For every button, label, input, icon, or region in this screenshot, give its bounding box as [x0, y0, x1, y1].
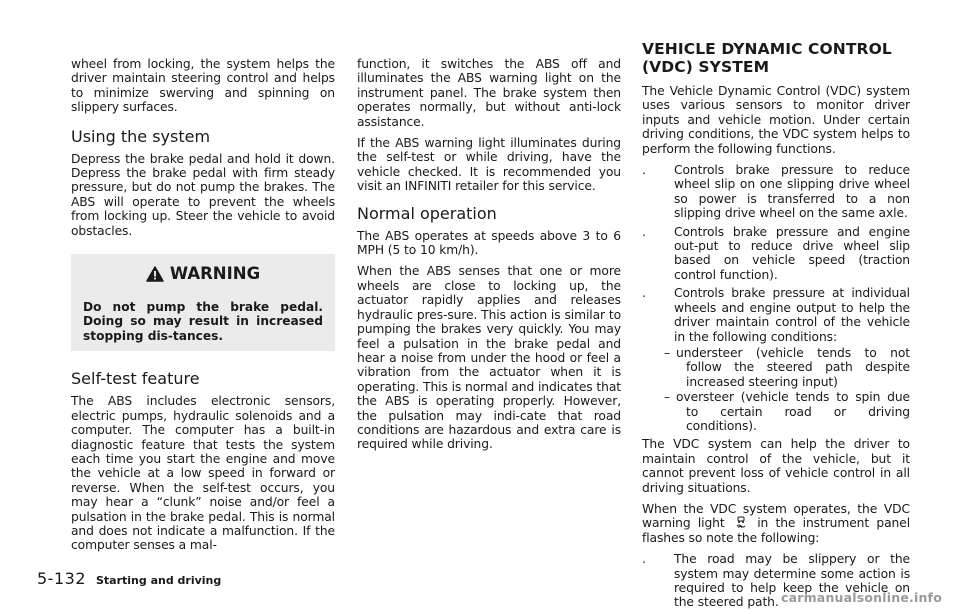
paragraph-self-test: The ABS includes electronic sensors, electric pumps, hydraulic solenoids and a computer. The computer has a built-in diagnostic feature that tests the system each time you start the engine and move the vehicle at a low speed in forward or reverse. When the self-test occurs, you may hear a “clunk” noise and/or feel a pulsation in the brake pedal. This is normal and does not indicate a malfunction. If the computer senses a mal- [71, 394, 335, 553]
list-item [642, 225, 910, 283]
paragraph-abs-senses: When the ABS senses that one or more wheels are close to locking up, the actuator rapidly applies and releases hydraulic pres-sure. This action is similar to pumping the brakes very quickly. You may feel a pulsation in the brake pedal and hear a noise from under the hood or feel a vibration from the actuator when it is operating. This is normal and indicates that the ABS is operating properly. However, the pulsation may indi-cate that road conditions are hazardous and extra care is required while driving. [357, 264, 621, 452]
section-title-line-2: (VDC) SYSTEM [642, 58, 770, 76]
paragraph-part-a: When the VDC system operates, the VDC warning light [642, 501, 910, 531]
list-item-text: Controls brake pressure to reduce wheel slip on one slipping drive wheel so power is transferred to a non slipping drive wheel on the same axle. [674, 163, 910, 221]
list-item-text: Controls brake pressure at individual wheels and engine output to help the driver maintain control of the vehicle in the following conditions: [674, 286, 910, 344]
column-2 [357, 57, 621, 459]
paragraph-vdc-limits: The VDC system can help the driver to maintain control of the vehicle, but it cannot prevent loss of vehicle control in all driving situations. [642, 437, 910, 495]
warning-triangle-icon [146, 266, 164, 282]
bullet-mark: . [642, 224, 646, 239]
paragraph-using-the-system: Depress the brake pedal and hold it down. Depress the brake pedal with firm steady pressure, but do not pump the brakes. The ABS will operate to prevent the wheels from locking up. Steer the vehicle to avoid obstacles. [71, 151, 335, 238]
paragraph-part-b: in the instrument panel flashes so note the following: [642, 516, 911, 545]
list-item-text: understeer (vehicle tends to not follow the steered path despite increased steering input) [676, 345, 910, 389]
list-item-text: Controls brake pressure and engine out-put to reduce drive wheel slip based on vehicle speed (traction control function). [674, 224, 910, 282]
bullet-mark: . [642, 163, 646, 178]
heading-using-the-system: Using the system [71, 126, 211, 146]
paragraph-abs-function: function, it switches the ABS off and illuminates the ABS warning light on the instrument panel. The brake system then operates normally, but without anti-lock assistance. [357, 57, 621, 129]
list-item [664, 390, 910, 433]
list-item [664, 346, 910, 389]
paragraph-abs-speeds: The ABS operates at speeds above 3 to 6 MPH (5 to 10 km/h). [357, 228, 621, 258]
warning-text: Do not pump the brake pedal. Doing so may result in increased stopping dis-tances. [83, 300, 323, 343]
paragraph-abs-intro: wheel from locking, the system helps the driver maintain steering control and helps to minimize swerving and spinning on slippery surfaces. [71, 57, 335, 115]
page-footer [37, 569, 221, 588]
bullet-mark: . [642, 552, 646, 567]
page-number: 5-132 [37, 569, 86, 588]
warning-title: WARNING [169, 264, 261, 284]
list-item [642, 286, 910, 433]
paragraph-vdc-intro: The Vehicle Dynamic Control (VDC) system uses various sensors to monitor driver inputs and vehicle motion. Under certain driving conditions, the VDC system helps to perform the following functions. [642, 84, 910, 156]
footer-section-name: Starting and driving [96, 574, 222, 587]
bullet-mark: . [642, 286, 646, 301]
dash-mark: – [664, 390, 671, 405]
list-item-text: The road may be slippery or the system may determine some action is required to help keep the vehicle on the steered path. [674, 552, 910, 610]
section-title-line-1: VEHICLE DYNAMIC CONTROL [642, 40, 892, 58]
list-item-text: oversteer (vehicle tends to spin due to certain road or driving conditions). [676, 390, 910, 433]
heading-normal-operation: Normal operation [357, 203, 497, 223]
warning-header [83, 264, 323, 284]
condition-list [664, 346, 910, 433]
paragraph-vdc-warning-light [642, 502, 910, 545]
vdc-warning-light-icon [734, 516, 748, 528]
column-1 [71, 57, 335, 560]
column-3 [642, 40, 910, 614]
heading-self-test-feature: Self-test feature [71, 369, 200, 389]
dash-mark: – [664, 345, 671, 360]
list-item [642, 163, 910, 221]
watermark: carmanualsonline.info [780, 590, 942, 605]
vdc-function-list [642, 163, 910, 433]
warning-box [71, 254, 335, 351]
paragraph-abs-warning-light: If the ABS warning light illuminates during the self-test or while driving, have the vehicle checked. It is recommended you visit an INFINITI retailer for this service. [357, 136, 621, 194]
section-title [642, 40, 910, 76]
